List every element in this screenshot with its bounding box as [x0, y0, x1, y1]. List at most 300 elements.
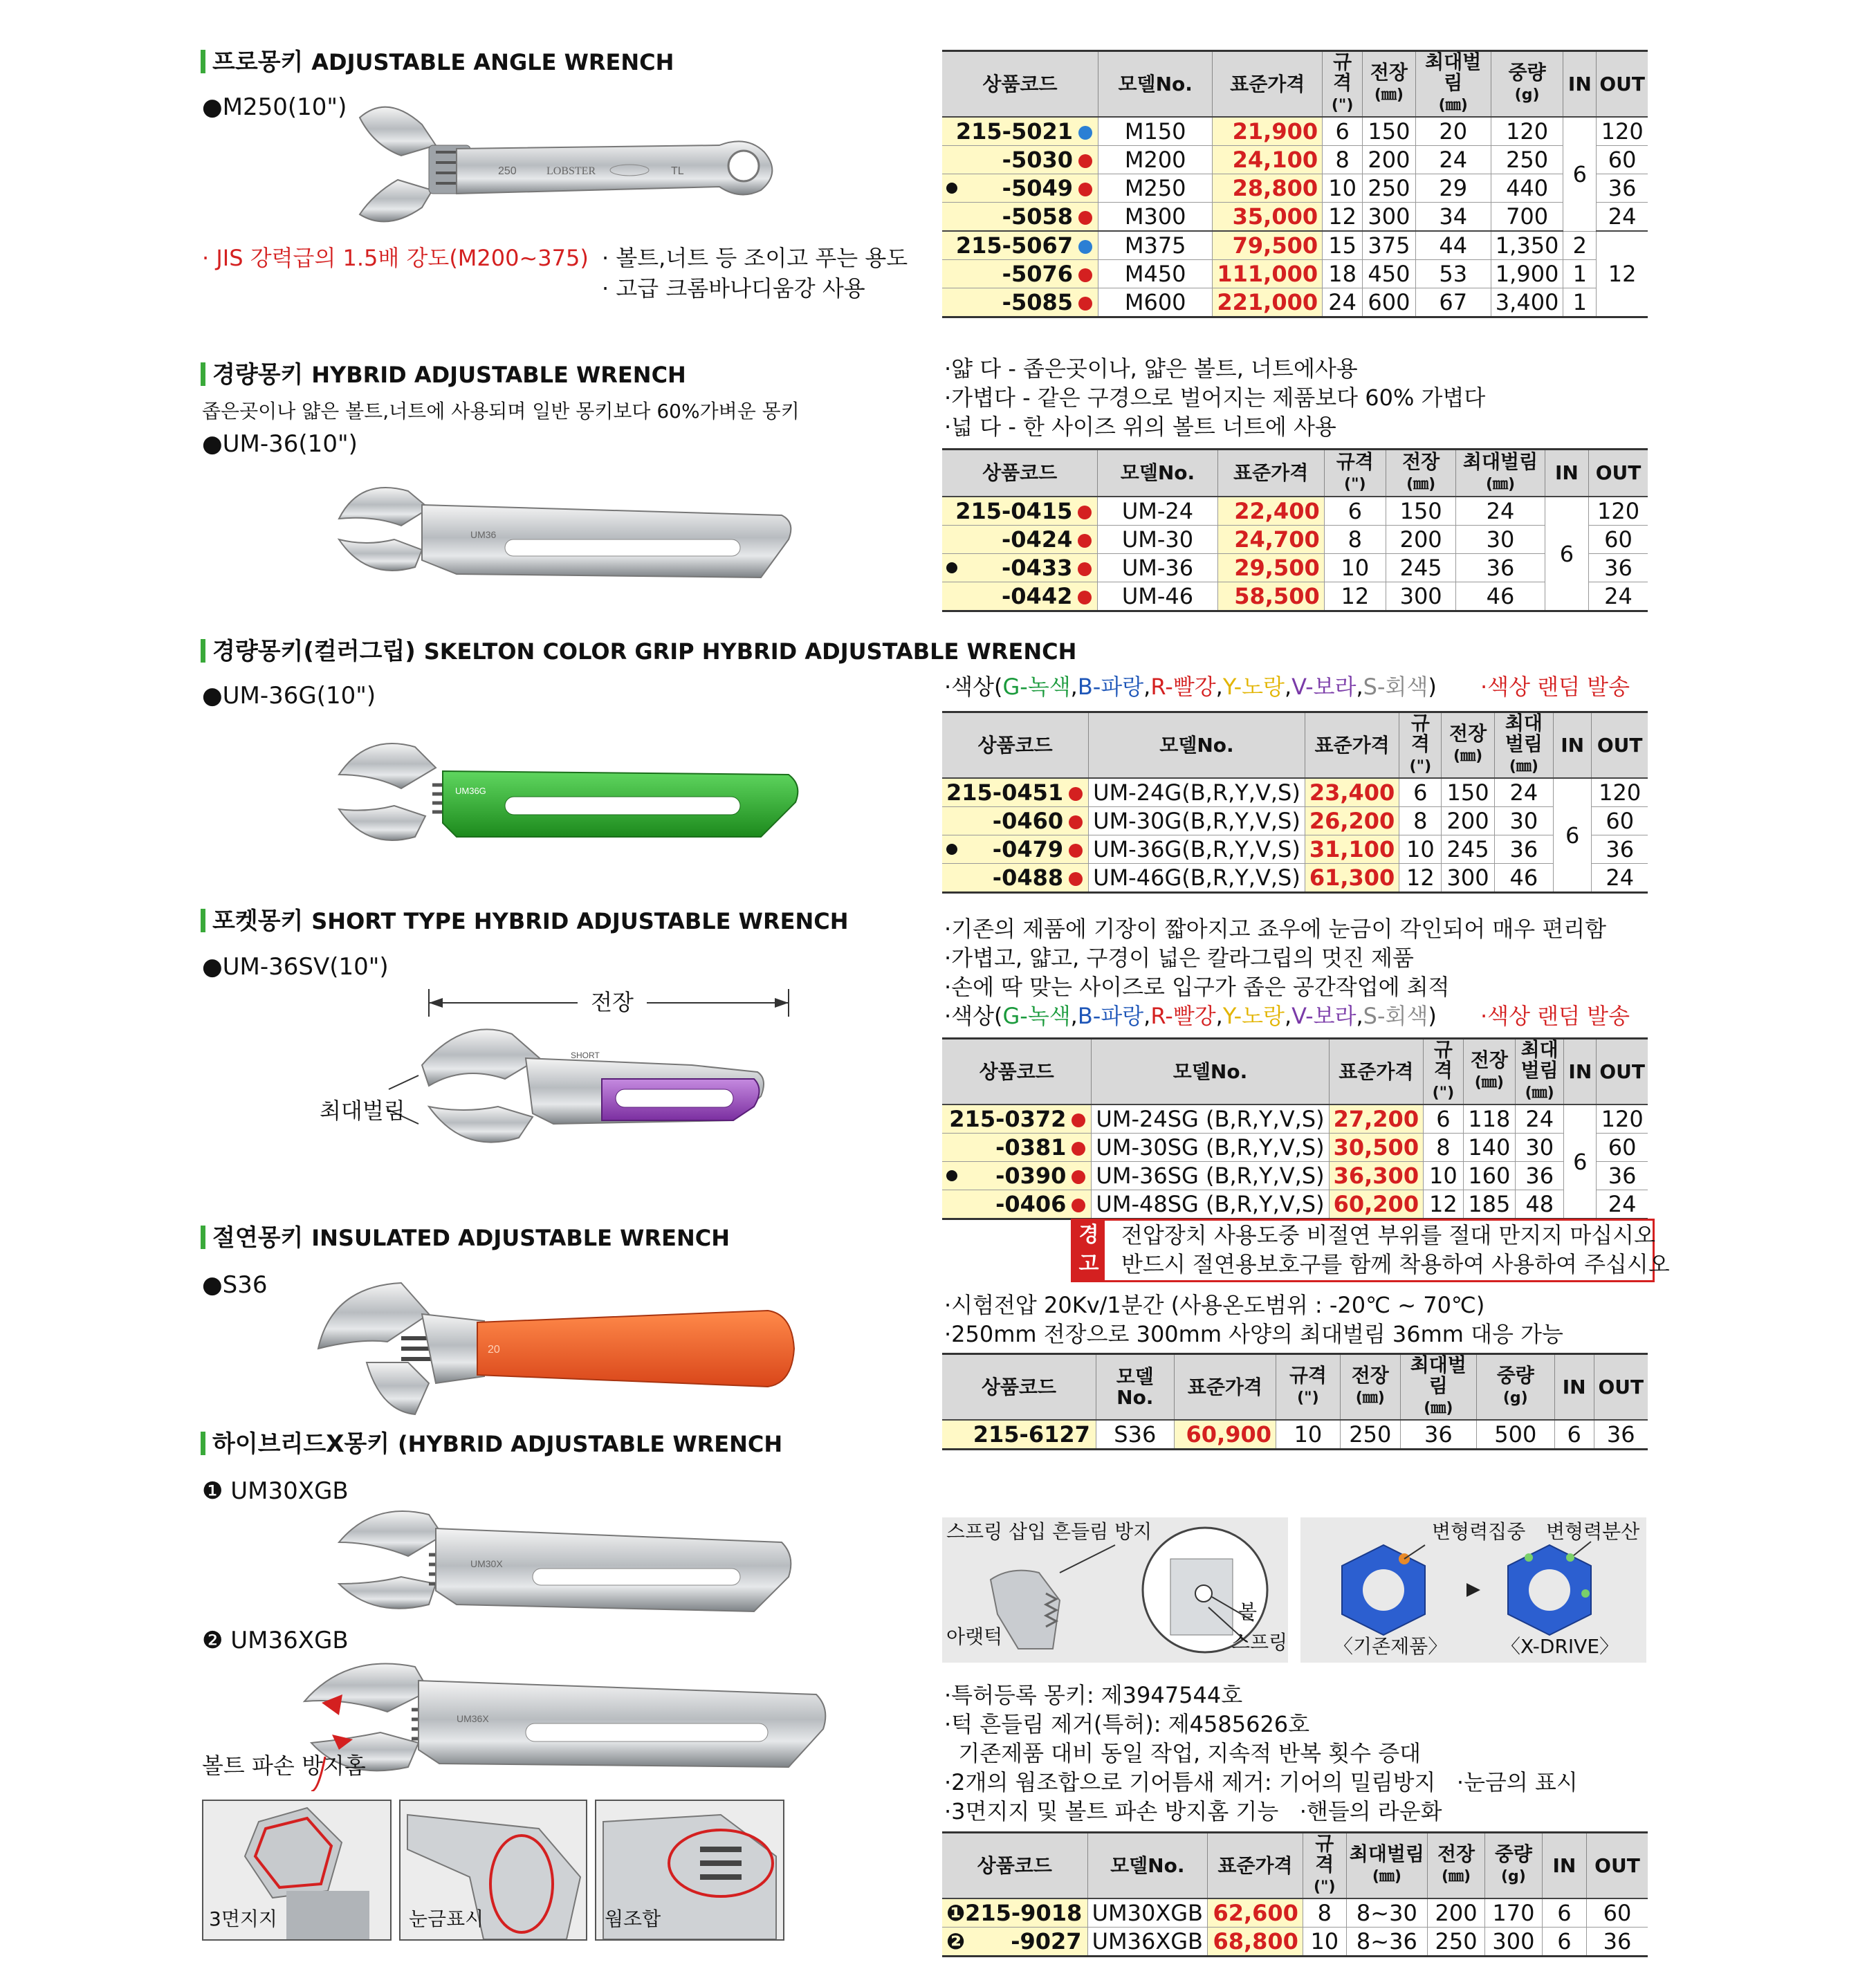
model-label: ●UM-36(10") — [202, 430, 358, 458]
table-cell: 24 — [1456, 497, 1545, 526]
th-model: 모델No. — [1087, 1833, 1207, 1899]
color-green: G-녹색 — [1002, 1003, 1071, 1029]
dot-red — [1072, 1199, 1085, 1212]
label-spring: 스프링 — [1231, 1631, 1288, 1654]
title-en: ADJUSTABLE ANGLE WRENCH — [311, 49, 674, 75]
th-price: 표준가격 — [1217, 450, 1324, 497]
th-length — [1428, 1833, 1485, 1899]
code-cell — [942, 174, 1098, 203]
text: (㎜) — [1525, 1084, 1554, 1102]
text: -5076 — [1002, 261, 1074, 287]
diagram-spring — [942, 1517, 1288, 1663]
color-violet: V-보라 — [1291, 674, 1357, 700]
table-cell: 12 — [1324, 582, 1386, 611]
title-ko: 경량몽키 — [212, 361, 304, 389]
bullet — [946, 562, 957, 573]
table-cell: UM-24G(B,R,Y,V,S) — [1089, 778, 1305, 807]
table-cell: 150 — [1442, 778, 1494, 807]
text: (g) — [1514, 86, 1540, 104]
table-cell: UM-36SG (B,R,Y,V,S) — [1092, 1162, 1329, 1190]
color-options — [944, 672, 1437, 701]
wrench-mark: UM36 — [470, 529, 497, 540]
table-cell: 250 — [1491, 146, 1563, 174]
price-cell: 22,400 — [1217, 497, 1324, 526]
table-row — [942, 260, 1648, 288]
table-cell: 250 — [1363, 174, 1415, 203]
table-cell: 8 — [1303, 1898, 1346, 1928]
table-row — [942, 582, 1648, 611]
table-cell: 67 — [1415, 288, 1491, 317]
text: (㎜) — [1406, 475, 1436, 493]
table-cell: 30 — [1456, 526, 1545, 554]
note-patent-2: ·턱 흔들림 제거(특허): 제4585626호 — [944, 1711, 1310, 1737]
text: (㎜) — [1355, 1389, 1385, 1407]
table-cell: 20 — [1415, 117, 1491, 146]
text: -0381 — [995, 1134, 1067, 1161]
table-cell: 200 — [1428, 1898, 1485, 1928]
dot-blue — [1078, 126, 1092, 140]
note-thin: ·얇 다 - 좁은곳이나, 얇은 볼트, 너트에사용 — [944, 355, 1358, 382]
table-cell: M375 — [1098, 231, 1213, 260]
table-cell: 200 — [1363, 146, 1415, 174]
table-cell: 36 — [1594, 1420, 1648, 1450]
warning-line: 반드시 절연용보호구를 함께 착용하여 사용하여 주십시오 — [1121, 1251, 1670, 1277]
title-ko: 하이브리드X몽키 — [212, 1430, 390, 1458]
text: , — [1356, 1003, 1363, 1029]
table-cell: 10 — [1424, 1162, 1464, 1190]
text: 고 — [1078, 1252, 1099, 1276]
th-out: OUT — [1592, 712, 1648, 779]
note-durability: 기존제품 대비 동일 작업, 지속적 반복 횟수 증대 — [944, 1740, 1422, 1766]
code-cell — [942, 1898, 1087, 1928]
title-ko: 경량몽키(컬러그립) — [212, 638, 416, 665]
text: (") — [1432, 1084, 1455, 1102]
table-row — [942, 174, 1648, 203]
wrench-image-m250 — [332, 97, 789, 235]
text: 전장 — [1437, 1842, 1475, 1865]
table-cell: 12 — [1424, 1190, 1464, 1219]
photo-worm — [595, 1800, 784, 1941]
th-code: 상품코드 — [942, 1354, 1096, 1421]
table-cell: 46 — [1494, 864, 1553, 893]
th-size — [1324, 450, 1386, 497]
text: (") — [1409, 758, 1432, 775]
text: 전장 — [1449, 722, 1487, 745]
code-cell — [942, 1162, 1092, 1190]
price-cell: 62,600 — [1207, 1898, 1303, 1928]
dot-red — [1069, 872, 1083, 886]
th-model: 모델No. — [1089, 712, 1305, 779]
table-row — [942, 1190, 1648, 1219]
table-cell: 120 — [1589, 497, 1648, 526]
title-bar — [201, 639, 205, 663]
table-cell: M600 — [1098, 288, 1213, 317]
code-cell — [942, 526, 1098, 554]
table-cell: 120 — [1597, 1104, 1648, 1134]
th-weight — [1484, 1833, 1542, 1899]
table-row — [942, 1898, 1648, 1928]
code-cell — [942, 582, 1098, 611]
photo-scale — [399, 1800, 587, 1941]
text: -0390 — [995, 1163, 1067, 1189]
label-stress-dispersion: 변형력분산 — [1546, 1520, 1640, 1543]
dot-red — [1072, 1142, 1085, 1156]
table-row — [942, 1104, 1648, 1134]
table-row — [942, 554, 1648, 582]
th-in: IN — [1553, 712, 1591, 779]
price-cell: 111,000 — [1213, 260, 1323, 288]
th-in: IN — [1564, 1039, 1597, 1105]
table-cell: 29 — [1415, 174, 1491, 203]
text: , — [1284, 1003, 1292, 1029]
th-weight — [1476, 1354, 1554, 1421]
table-cell: UM-30 — [1098, 526, 1217, 554]
table-cell: 60 — [1586, 1898, 1648, 1928]
text: (㎜) — [1474, 1074, 1504, 1091]
table-cell: 60 — [1589, 526, 1648, 554]
code-cell — [942, 554, 1098, 582]
text: (㎜) — [1374, 86, 1404, 104]
note-3-point: ·3면지지 및 볼트 파손 방지홈 기능 ·핸들의 라운화 — [944, 1798, 1442, 1824]
wrench-mark: UM36G — [455, 786, 486, 796]
text: 전장 — [1351, 1364, 1389, 1387]
title-en: SHORT TYPE HYBRID ADJUSTABLE WRENCH — [311, 908, 849, 934]
note-steel: · 고급 크롬바나디움강 사용 — [602, 275, 865, 302]
title-en: SKELTON COLOR GRIP HYBRID ADJUSTABLE WRENCH — [423, 638, 1077, 665]
text: -9027 — [1011, 1928, 1082, 1954]
table-cell: 150 — [1363, 117, 1415, 146]
text: (㎜) — [1485, 475, 1516, 493]
price-cell: 29,500 — [1217, 554, 1324, 582]
th-weight — [1491, 51, 1563, 118]
table-cell: 6 — [1424, 1104, 1464, 1134]
price-cell: 24,100 — [1213, 146, 1323, 174]
wrench-mark: UM36 — [623, 1094, 649, 1105]
table-cell: 46 — [1456, 582, 1545, 611]
th-model: 모델No. — [1096, 1354, 1174, 1421]
warning-line: 전압장치 사용도중 비절연 부위를 절대 만지지 마십시오 — [1121, 1222, 1656, 1248]
th-out: OUT — [1594, 1354, 1648, 1421]
code-cell — [942, 1134, 1092, 1162]
dot-red — [1069, 815, 1083, 829]
text: 215-5067 — [955, 232, 1074, 259]
table-row — [942, 807, 1648, 835]
code-cell — [942, 864, 1089, 893]
code-cell — [942, 835, 1089, 864]
th-out: OUT — [1597, 51, 1648, 118]
table-cell: M150 — [1098, 117, 1213, 146]
text: 최대벌림 — [1425, 50, 1482, 94]
th-price: 표준가격 — [1207, 1833, 1303, 1899]
th-open — [1516, 1039, 1564, 1105]
table-cell: 10 — [1303, 1928, 1346, 1957]
table-cell: UM36XGB — [1087, 1928, 1207, 1957]
th-code: 상품코드 — [942, 450, 1098, 497]
wrench-mark: UM36X — [457, 1713, 489, 1724]
text: 215-0415 — [955, 498, 1073, 524]
text: , — [1143, 1003, 1151, 1029]
price-cell: 26,200 — [1305, 807, 1399, 835]
price-cell: 23,400 — [1305, 778, 1399, 807]
table-cell: 6 — [1323, 117, 1363, 146]
table-cell: 24 — [1589, 582, 1648, 611]
wrench-image-um36xgb — [291, 1653, 830, 1791]
code-cell — [942, 260, 1098, 288]
price-cell: 30,500 — [1329, 1134, 1423, 1162]
color-options — [944, 1001, 1437, 1030]
color-violet: V-보라 — [1291, 1003, 1357, 1029]
text: 전장 — [1402, 450, 1440, 473]
dot-blue — [1078, 240, 1092, 254]
spec-table-s4 — [942, 1037, 1648, 1220]
table-cell: 6 — [1542, 1928, 1586, 1957]
table-cell: 44 — [1415, 231, 1491, 260]
th-length — [1386, 450, 1455, 497]
text: (") — [1331, 97, 1354, 114]
price-cell: 21,900 — [1213, 117, 1323, 146]
text: , — [1284, 674, 1292, 700]
table-row — [942, 778, 1648, 807]
section-title-pocket — [201, 907, 848, 935]
bullet — [946, 183, 957, 194]
price-cell: 58,500 — [1217, 582, 1324, 611]
wrench-image-s36 — [304, 1273, 809, 1425]
th-length — [1340, 1354, 1400, 1421]
text: 규격 — [1410, 712, 1430, 755]
th-open — [1346, 1833, 1427, 1899]
dot-red — [1072, 1170, 1085, 1184]
spec-table-s6 — [942, 1831, 1648, 1957]
code-cell — [942, 497, 1098, 526]
table-cell: UM-48SG (B,R,Y,V,S) — [1092, 1190, 1329, 1219]
table-cell: 60 — [1592, 807, 1648, 835]
table-cell: 185 — [1463, 1190, 1515, 1219]
code-cell — [942, 807, 1089, 835]
table-cell: UM-46 — [1098, 582, 1217, 611]
table-row — [942, 288, 1648, 317]
wrench-image-um36 — [318, 470, 802, 595]
text: ❶ — [946, 1900, 966, 1926]
wrench-mark: TL — [671, 165, 684, 177]
table-cell: 120 — [1597, 117, 1648, 146]
dot-red — [1078, 534, 1092, 548]
th-size — [1323, 51, 1363, 118]
price-cell: 27,200 — [1329, 1104, 1423, 1134]
price-cell: 79,500 — [1213, 231, 1323, 260]
bolt-groove-label: 볼트 파손 방지홈 — [202, 1753, 366, 1779]
wrench-image-um36g — [318, 733, 816, 871]
table-cell: 24 — [1592, 864, 1648, 893]
color-red: R-빨강 — [1150, 1003, 1216, 1029]
table-cell: 1,900 — [1491, 260, 1563, 288]
th-code: 상품코드 — [942, 51, 1098, 118]
th-model: 모델No. — [1092, 1039, 1329, 1105]
color-silver: S-회색 — [1363, 674, 1428, 700]
table-row — [942, 1928, 1648, 1957]
text: 중량 — [1494, 1842, 1532, 1865]
table-cell: 24 — [1516, 1104, 1564, 1134]
dot-red — [1078, 154, 1092, 168]
text: (") — [1297, 1389, 1319, 1407]
price-cell: 221,000 — [1213, 288, 1323, 317]
text: -0424 — [1002, 526, 1073, 553]
text: ❷ — [946, 1928, 966, 1954]
model-label-um30xgb: ❶ UM30XGB — [202, 1477, 349, 1505]
table-cell: 6 — [1554, 1420, 1594, 1450]
table-cell: UM-24SG (B,R,Y,V,S) — [1092, 1104, 1329, 1134]
color-silver: S-회색 — [1363, 1003, 1428, 1029]
text: 전장 — [1470, 1048, 1508, 1071]
table-cell: 250 — [1428, 1928, 1485, 1957]
th-length — [1463, 1039, 1515, 1105]
label-stress-concentration: 변형력집중 — [1432, 1520, 1526, 1543]
note-worm: ·2개의 웜조합으로 기어틈새 제거: 기어의 밀림방지 ·눈금의 표시 — [944, 1769, 1578, 1795]
table-cell: 8 — [1399, 807, 1442, 835]
note-light-grip: ·가볍고, 얇고, 구경이 넓은 칼라그립의 멋진 제품 — [944, 945, 1414, 971]
table-cell: 15 — [1323, 231, 1363, 260]
warning-label — [1073, 1221, 1105, 1280]
spec-table-s1 — [942, 50, 1648, 318]
price-cell: 60,900 — [1174, 1420, 1276, 1450]
table-row — [942, 526, 1648, 554]
text: , — [1070, 1003, 1078, 1029]
table-cell: 10 — [1276, 1420, 1341, 1450]
dot-red — [1069, 844, 1083, 858]
code-cell: 215-6127 — [942, 1420, 1096, 1450]
text: (") — [1314, 1878, 1336, 1896]
table-cell: 6 — [1542, 1898, 1586, 1928]
table-cell: 36 — [1597, 174, 1648, 203]
table-cell: 53 — [1415, 260, 1491, 288]
table-cell: 120 — [1491, 117, 1563, 146]
title-ko: 절연몽키 — [212, 1224, 304, 1252]
text: ) — [1428, 674, 1437, 700]
model-label: ●UM-36G(10") — [202, 682, 376, 710]
table-cell: M450 — [1098, 260, 1213, 288]
th-open — [1415, 51, 1491, 118]
th-open — [1400, 1354, 1476, 1421]
table-cell: UM-36G(B,R,Y,V,S) — [1089, 835, 1305, 864]
photo-caption: 눈금표시 — [409, 1907, 484, 1930]
text: 215-0372 — [949, 1106, 1067, 1132]
dot-red — [1072, 1113, 1085, 1127]
spec-table-s2 — [942, 448, 1648, 612]
table-cell: 6 — [1563, 117, 1597, 231]
table-cell: 36 — [1597, 1162, 1648, 1190]
table-cell: 8 — [1424, 1134, 1464, 1162]
table-cell: 6 — [1553, 778, 1591, 893]
price-cell: 36,300 — [1329, 1162, 1423, 1190]
dot-red — [1078, 591, 1092, 604]
wrench-mark: UM30X — [470, 1558, 503, 1569]
bullet — [946, 844, 957, 855]
text: -5049 — [1002, 175, 1074, 201]
th-length — [1363, 51, 1415, 118]
th-code: 상품코드 — [942, 1039, 1092, 1105]
model-label-um36xgb: ❷ UM36XGB — [202, 1627, 349, 1654]
text: (㎜) — [1372, 1868, 1401, 1885]
th-out: OUT — [1586, 1833, 1648, 1899]
section-title-pro-monkey — [201, 48, 674, 76]
code-cell — [942, 1190, 1092, 1219]
th-length — [1442, 712, 1494, 779]
text: -0433 — [1002, 555, 1073, 581]
th-in: IN — [1545, 450, 1588, 497]
dot-red — [1078, 506, 1092, 519]
table-cell: UM-36 — [1098, 554, 1217, 582]
price-cell: 28,800 — [1213, 174, 1323, 203]
model-label: ●S36 — [202, 1271, 268, 1299]
text: (g) — [1500, 1868, 1526, 1885]
text: 최대벌림 — [1520, 1038, 1558, 1082]
warning-box — [1071, 1219, 1670, 1282]
table-cell: 24 — [1415, 146, 1491, 174]
text: 최대벌림 — [1462, 450, 1538, 473]
text: , — [1356, 674, 1363, 700]
table-cell: 300 — [1363, 203, 1415, 232]
spec-table-s3 — [942, 711, 1648, 894]
text: 최대벌림 — [1505, 712, 1543, 755]
table-cell: UM-24 — [1098, 497, 1217, 526]
wrench-mark: 20 — [488, 1344, 500, 1356]
table-cell: 160 — [1463, 1162, 1515, 1190]
th-in: IN — [1554, 1354, 1594, 1421]
text: -0460 — [992, 808, 1064, 834]
text: (g) — [1502, 1389, 1528, 1407]
dot-red — [1078, 562, 1092, 576]
wrench-image-um36sv — [304, 975, 802, 1183]
table-cell: UM-46G(B,R,Y,V,S) — [1089, 864, 1305, 893]
table-cell: 245 — [1442, 835, 1494, 864]
table-cell: 600 — [1363, 288, 1415, 317]
text: 중량 — [1496, 1364, 1534, 1387]
table-cell: 8 — [1324, 526, 1386, 554]
text: -0442 — [1002, 583, 1073, 609]
table-cell: 36 — [1456, 554, 1545, 582]
text: -0488 — [992, 865, 1064, 891]
table-cell: 30 — [1516, 1134, 1564, 1162]
text: (㎜) — [1509, 758, 1538, 775]
th-model: 모델No. — [1098, 51, 1213, 118]
table-cell: 24 — [1494, 778, 1553, 807]
text: -0406 — [995, 1191, 1067, 1217]
title-en: HYBRID ADJUSTABLE WRENCH — [311, 362, 686, 388]
color-red: R-빨강 — [1150, 674, 1216, 700]
text: , — [1143, 674, 1151, 700]
table-row — [942, 835, 1648, 864]
table-row — [942, 864, 1648, 893]
code-cell — [942, 1104, 1092, 1134]
table-cell: 10 — [1324, 554, 1386, 582]
text: -0479 — [992, 836, 1064, 862]
section-description: 좁은곳이나 얇은 볼트,너트에 사용되며 일반 몽키보다 60%가벼운 몽키 — [202, 400, 800, 423]
text: , — [1070, 674, 1078, 700]
color-blue: B-파랑 — [1077, 1003, 1144, 1029]
table-cell: 10 — [1323, 174, 1363, 203]
table-cell: S36 — [1096, 1420, 1174, 1450]
table-cell: 36 — [1586, 1928, 1648, 1957]
section-title-hybrid-x — [201, 1430, 782, 1458]
table-row — [942, 117, 1648, 146]
th-code: 상품코드 — [942, 1833, 1087, 1899]
color-blue: B-파랑 — [1077, 674, 1144, 700]
text: 최대벌림 — [1349, 1842, 1424, 1865]
text: (㎜) — [1453, 748, 1483, 765]
th-price: 표준가격 — [1174, 1354, 1276, 1421]
table-cell: 200 — [1442, 807, 1494, 835]
table-cell: 60 — [1597, 146, 1648, 174]
random-color-note: ·색상 랜덤 발송 — [1480, 674, 1630, 700]
